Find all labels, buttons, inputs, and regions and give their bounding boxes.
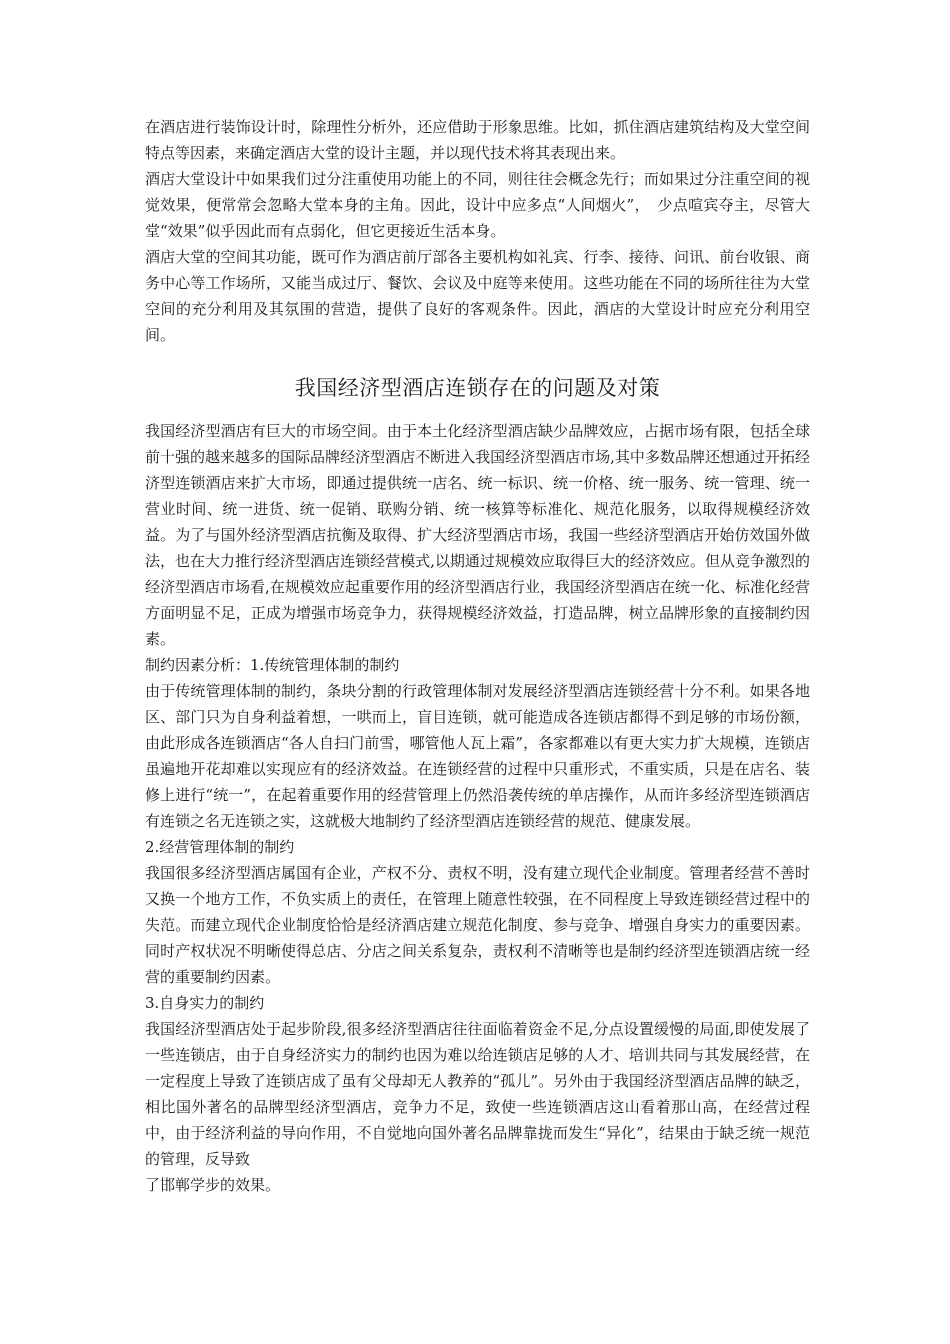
article-paragraph-3: 我国很多经济型酒店属国有企业，产权不分、责权不明，没有建立现代企业制度。管理者经营不善时又换一个地方工作，不负实质上的责任，在管理上随意性较强，在不同程度上导致连锁经营过程中的失范。而建立现代企业制度恰恰是经济酒店建立规范化制度、参与竞争、增强自身实力的重要因素。同时产权状况不明晰使得总店、分店之间关系复杂，责权利不清晰等也是制约经济型连锁酒店统一经营的重要制约因素。 <box>145 864 810 986</box>
intro-section <box>145 114 810 348</box>
article-paragraph-5: 了邯郸学步的效果。 <box>145 1176 281 1194</box>
section-heading-2: 2.经营管理体制的制约 <box>145 838 295 856</box>
article-paragraph-1: 我国经济型酒店有巨大的市场空间。由于本土化经济型酒店缺少品牌效应，占据市场有限，包括全球前十强的越来越多的国际品牌经济型酒店不断进入我国经济型酒店市场,其中多数品牌还想通过开拓经济型连锁酒店来扩大市场，即通过提供统一店名、统一标识、统一价格、统一服务、统一管理、统一营业时间、统一进货、统一促销、联购分销、统一核算等标准化、规范化服务，以取得规模经济效益。为了与国外经济型酒店抗衡及取得、扩大经济型酒店市场，我国一些经济型酒店开始仿效国外做法，也在大力推行经济型酒店连锁经营模式,以期通过规模效应取得巨大的经济效应。但从竞争激烈的经济型酒店市场看,在规模效应起重要作用的经济型酒店行业，我国经济型酒店在统一化、标准化经营方面明显不足，正成为增强市场竞争力，获得规模经济效益，打造品牌，树立品牌形象的直接制约因素。 <box>145 422 810 648</box>
section-heading-3: 3.自身实力的制约 <box>145 994 265 1012</box>
document-page <box>145 114 810 1198</box>
article-paragraph-2: 由于传统管理体制的制约，条块分割的行政管理体制对发展经济型酒店连锁经营十分不利。如果各地区、部门只为自身利益着想，一哄而上，盲目连锁，就可能造成各连锁店都得不到足够的市场份额，由此形成各连锁酒店“各人自扫门前雪，哪管他人瓦上霜”，各家都难以有更大实力扩大规模，连锁店虽遍地开花却难以实现应有的经济效益。在连锁经营的过程中只重形式，不重实质，只是在店名、装修上进行“统一”，在起着重要作用的经营管理上仍然沿袭传统的单店操作，从而许多经济型连锁酒店有连锁之名无连锁之实，这就极大地制约了经济型酒店连锁经营的规范、健康发展。 <box>145 682 810 830</box>
article-paragraph-4: 我国经济型酒店处于起步阶段,很多经济型酒店往往面临着资金不足,分点设置缓慢的局面,即使发展了一些连锁店，由于自身经济实力的制约也因为难以给连锁店足够的人才、培训共同与其发展经营，在一定程度上导致了连锁店成了虽有父母却无人教养的“孤儿”。另外由于我国经济型酒店品牌的缺乏，相比国外著名的品牌型经济型酒店，竞争力不足，致使一些连锁酒店这山看着那山高，在经营过程中，由于经济利益的导向作用，不自觉地向国外著名品牌靠拢而发生“异化”，结果由于缺乏统一规范的管理，反导致 <box>145 1020 810 1168</box>
article-body <box>145 418 810 1198</box>
intro-paragraph-2: 酒店大堂设计中如果我们过分注重使用功能上的不同，则往往会概念先行；而如果过分注重空间的视觉效果，便常常会忽略大堂本身的主角。因此，设计中应多点“人间烟火”， 少点喧宾夺主，尽管大堂“效果”似乎因此而有点弱化，但它更接近生活本身。 <box>145 170 810 240</box>
article-title: 我国经济型酒店连锁存在的问题及对策 <box>294 376 661 400</box>
intro-paragraph-3: 酒店大堂的空间其功能，既可作为酒店前厅部各主要机构如礼宾、行李、接待、问讯、前台收银、商务中心等工作场所，又能当成过厅、餐饮、会议及中庭等来使用。这些功能在不同的场所往往为大堂空间的充分利用及其氛围的营造，提供了良好的客观条件。因此，酒店的大堂设计时应充分利用空间。 <box>145 248 810 344</box>
intro-paragraph-1: 在酒店进行装饰设计时，除理性分析外，还应借助于形象思维。比如，抓住酒店建筑结构及大堂空间特点等因素，来确定酒店大堂的设计主题，并以现代技术将其表现出来。 <box>145 118 810 162</box>
section-heading-1: 制约因素分析：1.传统管理体制的制约 <box>145 656 400 674</box>
